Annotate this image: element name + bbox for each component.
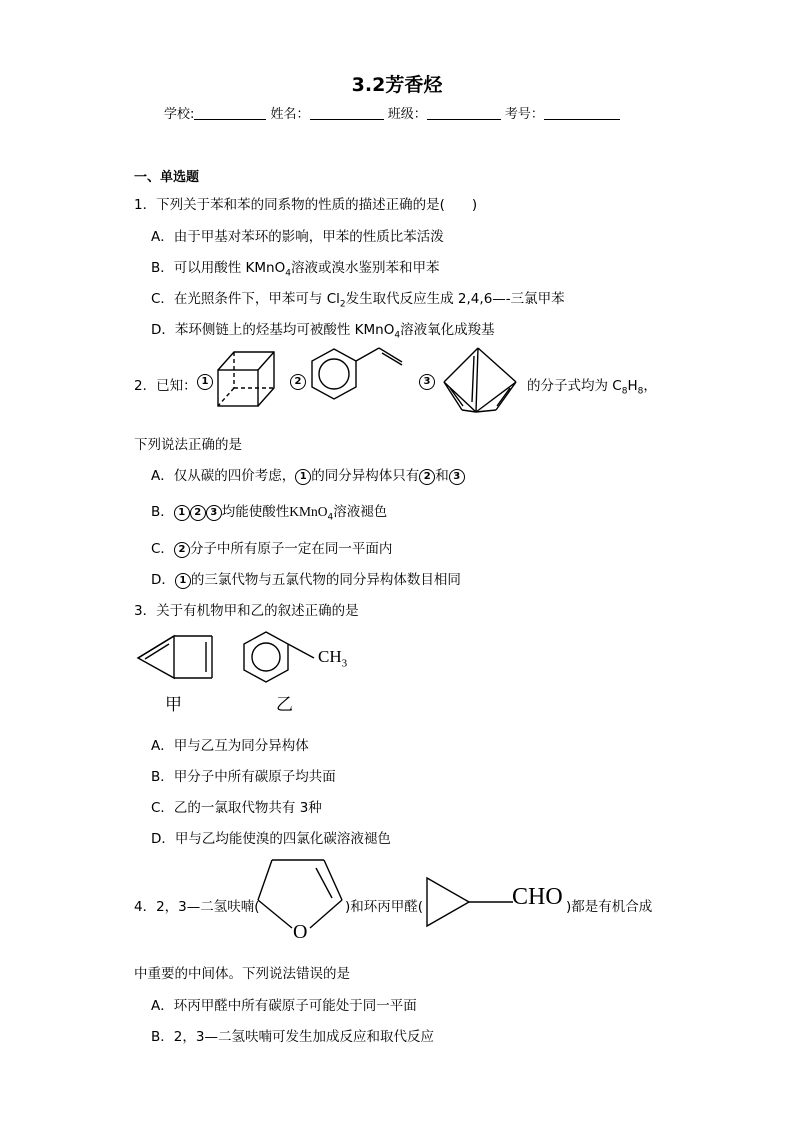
circle-number-3: 3	[206, 505, 222, 521]
q2-option-d	[151, 568, 461, 589]
circle-number-2: 2	[419, 469, 435, 485]
q1-option-b	[151, 256, 439, 279]
q2-formula-text: 的分子式均为 C	[527, 378, 622, 394]
ch3-sub: 3	[341, 657, 348, 670]
circle-number-1: 1	[175, 573, 191, 589]
q2-a-text-mid: 的同分异构体只有	[311, 468, 420, 484]
q1-c-text: C．在光照条件下，甲苯可与 Cl	[151, 291, 340, 307]
q2-c-text-post: 分子中所有原子一定在同一平面内	[189, 541, 393, 557]
barrelene-structure	[436, 342, 524, 418]
compound-jia-structure	[134, 632, 218, 682]
q1-b-text: B．可以用酸性 KMnO	[151, 260, 286, 276]
q4-stem-suffix: )都是有机合成	[566, 899, 653, 915]
styrene-structure	[304, 344, 414, 414]
q1-c-text-post: 发生取代反应生成 2,4,6—-三氯甲苯	[345, 291, 565, 307]
q2-b-sub: 4	[327, 512, 334, 523]
q2-option-c	[151, 537, 392, 558]
q1-d-text: D．苯环侧链上的烃基均可被酸性 KMnO	[151, 322, 395, 338]
q1-option-d	[151, 318, 495, 341]
section-heading: 一、单选题	[134, 170, 200, 185]
q2-a-text: A．仅从碳的四价考虑，	[151, 468, 296, 484]
q1-b-text-post: 溶液或溴水鉴别苯和甲苯	[290, 260, 440, 276]
q1-option-c	[151, 287, 565, 310]
class-blank	[427, 107, 501, 120]
compound-jia-label: 甲	[165, 695, 182, 715]
q2-b-text: B．	[151, 504, 174, 520]
q3-option-d: D．甲与乙均能使溴的四氯化碳溶液褪色	[151, 831, 391, 847]
q1-c-sub: 2	[339, 299, 346, 310]
student-info-line	[164, 103, 620, 122]
q2-stem-line2: 下列说法正确的是	[134, 437, 242, 453]
q2-c-text: C．	[151, 541, 174, 557]
q2-d-text-post: 的三氯代物与五氯代物的同分异构体数目相同	[190, 572, 461, 588]
circle-number-1: 1	[197, 374, 213, 390]
q2-stem-prefix: 2．已知：	[134, 378, 197, 394]
q2-option-b	[151, 500, 387, 523]
q4-stem-line2: 中重要的中间体。下列说法错误的是	[134, 966, 350, 982]
q2-formula-sub2: 8	[637, 386, 644, 397]
circle-number-2: 2	[174, 542, 190, 558]
q2-formula-sub1: 8	[621, 386, 628, 397]
q2-formula-h: H	[627, 378, 638, 394]
exam-no-label: 考号：	[504, 107, 544, 122]
q4-stem-prefix: 4．2，3—二氢呋喃(	[134, 899, 260, 915]
circle-number-3: 3	[419, 374, 435, 390]
q1-d-text-post: 溶液氧化成羧基	[400, 322, 495, 338]
q4-option-a: A．环丙甲醛中所有碳原子可能处于同一平面	[151, 998, 417, 1014]
cho-group-label: CHO	[512, 884, 563, 910]
exam-no-blank	[544, 107, 620, 120]
circle-number-1: 1	[174, 505, 190, 521]
q3-option-a: A．甲与乙互为同分异构体	[151, 738, 309, 754]
q2-formula-end: ，	[643, 378, 657, 394]
q2-stem-suffix	[527, 374, 657, 397]
oxygen-atom-label: O	[293, 921, 308, 943]
class-label: 班级：	[387, 107, 427, 122]
circle-number-2: 2	[290, 374, 306, 390]
cyclopropane-aldehyde-structure	[423, 874, 515, 930]
circle-number-3: 3	[449, 469, 465, 485]
school-blank	[194, 107, 266, 120]
school-label: 学校:	[164, 107, 195, 122]
q2-b-text-mid: 均能使酸性	[221, 504, 290, 520]
cubane-structure	[214, 348, 280, 410]
q2-d-text: D．	[151, 572, 175, 588]
q2-a-and: 和	[435, 468, 449, 484]
q2-b-text-post: 溶液褪色	[333, 504, 388, 520]
q2-b-formula: KMnO	[289, 504, 328, 519]
q4-stem-mid: )和环丙甲醛(	[345, 899, 424, 915]
methyl-group-label	[318, 647, 347, 669]
q3-option-b: B．甲分子中所有碳原子均共面	[151, 769, 336, 785]
circle-number-2: 2	[190, 505, 206, 521]
page-title: 3.2芳香烃	[351, 74, 443, 96]
q1-stem: 1．下列关于苯和苯的同系物的性质的描述正确的是( )	[134, 197, 478, 213]
q1-option-a: A．由于甲基对苯环的影响，甲苯的性质比苯活泼	[151, 229, 444, 245]
circle-number-1: 1	[295, 469, 311, 485]
ch3-text: CH	[318, 647, 342, 666]
q1-b-sub: 4	[285, 268, 291, 279]
name-label: 姓名：	[270, 107, 310, 122]
compound-yi-label: 乙	[276, 695, 293, 715]
q2-option-a	[151, 464, 465, 485]
q3-stem: 3．关于有机物甲和乙的叙述正确的是	[134, 603, 359, 619]
q1-d-sub: 4	[394, 330, 401, 341]
name-blank	[310, 107, 384, 120]
q3-option-c: C．乙的一氯取代物共有 3种	[151, 800, 322, 816]
q4-option-b: B．2，3—二氢呋喃可发生加成反应和取代反应	[151, 1029, 434, 1045]
